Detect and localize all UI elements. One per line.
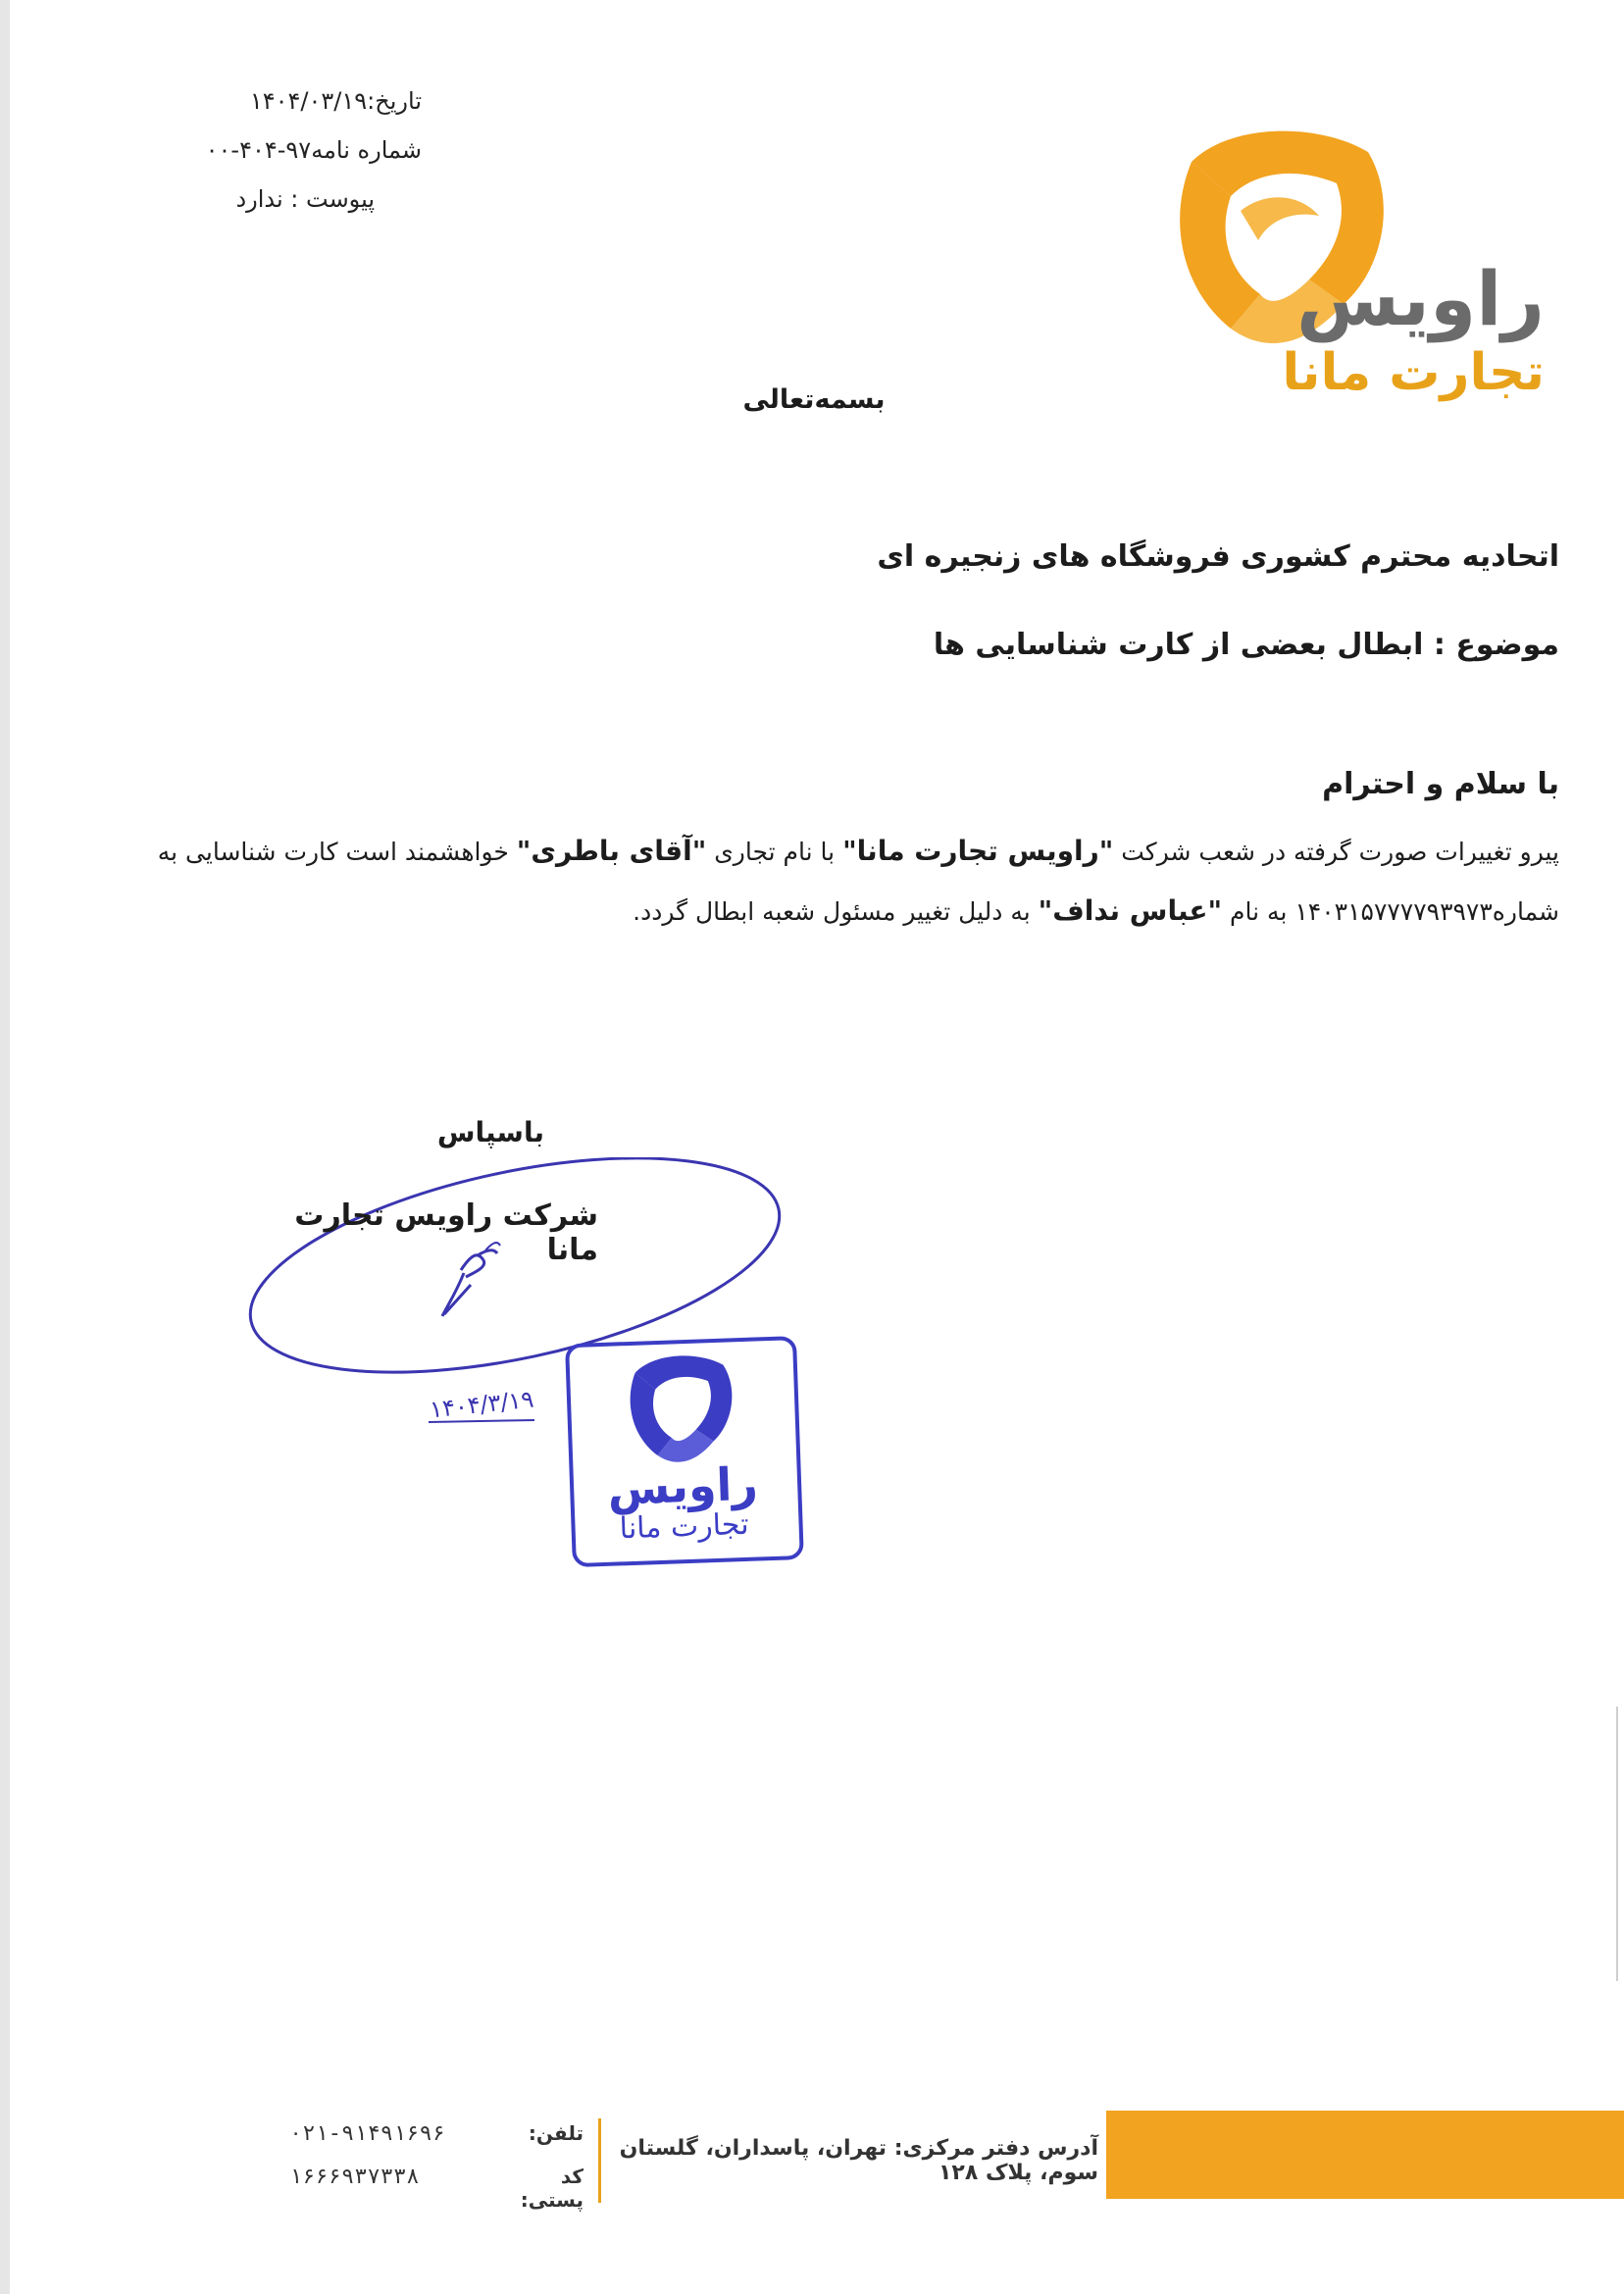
page-edge [0, 0, 10, 2294]
page-margin-line [1616, 1707, 1624, 1981]
footer-accent-bar [1106, 2111, 1624, 2199]
greeting-line: با سلام و احترام [1322, 767, 1559, 801]
company-name-quote: "راویس تجارت مانا" [842, 835, 1114, 867]
handwritten-date: ۱۴۰۴/۳/۱۹ [428, 1385, 535, 1424]
body-text-1: پیرو تغییرات صورت گرفته در شعب شرکت [1113, 838, 1559, 866]
footer-postal: ۱۶۶۶۹۳۷۳۳۸ [289, 2165, 420, 2189]
footer-postal-label: کد پستی: [520, 2165, 584, 2212]
body-text-3: خواهشمند است کارت شناسایی به شماره۱۴۰۳۱۵۷۷۷۷۹۳۹۷۳ به نام [157, 838, 1559, 926]
footer-phone-label: تلفن: [528, 2121, 584, 2145]
footer-divider [598, 2118, 601, 2203]
brand-name-quote: "آقای باطری" [516, 835, 707, 867]
logo-name: راویس [1295, 255, 1545, 342]
recipient-line: اتحادیه محترم کشوری فروشگاه های زنجیره ای [877, 539, 1559, 574]
signature-company: شرکت راویس تجارت مانا [294, 1198, 598, 1267]
subject-line: موضوع : ابطال بعضی از کارت شناسایی ها [933, 628, 1559, 662]
closing-thanks: باسپاس [436, 1116, 544, 1148]
stamp-name: راویس [606, 1456, 759, 1515]
letter-body [69, 822, 1559, 942]
footer-address: آدرس دفتر مرکزی: تهران، پاسداران، گلستان سوم، پلاک ۱۲۸ [619, 2136, 1098, 2185]
company-stamp [565, 1336, 808, 1571]
letter-meta [167, 76, 422, 224]
body-text-4: به دلیل تغییر مسئول شعبه ابطال گردد. [633, 897, 1039, 926]
letter-number: شماره نامه۹۷-۴۰۴-۰۰ [205, 136, 422, 164]
body-text-2: با نام تجاری [706, 838, 843, 866]
footer-phone: ۰۲۱-۹۱۴۹۱۶۹۶ [289, 2121, 445, 2146]
logo-subtitle: تجارت مانا [1282, 343, 1545, 402]
letter-date: تاریخ:۱۴۰۴/۰۳/۱۹ [249, 87, 422, 115]
company-logo [1162, 123, 1545, 417]
bismillah-heading: بسمه‌تعالی [742, 384, 886, 415]
letter-attachment: پیوست : ندارد [235, 185, 375, 213]
stamp-subtitle: تجارت مانا [619, 1506, 750, 1547]
stamp-swirl-icon [622, 1350, 743, 1471]
person-name-quote: "عباس نداف" [1038, 894, 1223, 927]
